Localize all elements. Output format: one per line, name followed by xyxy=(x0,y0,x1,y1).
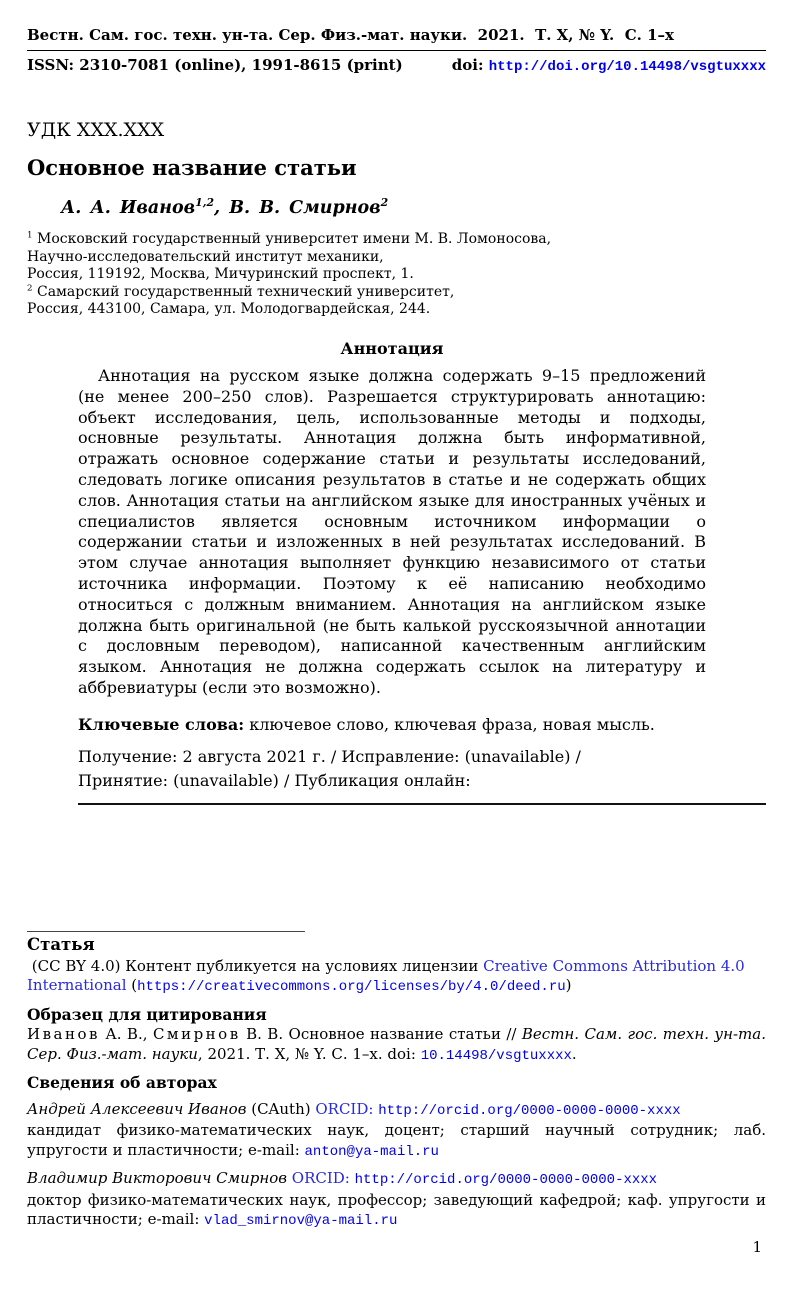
keywords-line xyxy=(78,715,706,734)
citation-doi-link[interactable]: 10.14498/vsgtuxxxx xyxy=(420,1047,572,1064)
citation-title: Основное название статьи // xyxy=(283,1025,522,1043)
udc-code: УДК XXX.XXX xyxy=(27,119,165,141)
abstract-block xyxy=(78,339,706,793)
affiliations-block xyxy=(27,231,766,319)
header-rule xyxy=(27,50,766,51)
author-1-orcid-link[interactable]: http://orcid.org/0000-0000-0000-xxxx xyxy=(378,1102,681,1119)
author-1-affiliation-marks: 1,2 xyxy=(195,196,215,210)
citation-author-1-initials: А. В., xyxy=(99,1025,153,1043)
abstract-text: Аннотация на русском языке должна содержать 9–15 предложений (не менее 200–250 слов). Разрешается структурировать аннотацию: объект исследования, цель, использованные методы и подходы, основные результаты. Аннотация должна быть информативной, отражать основное содержание статьи и результаты исследований, следовать логике описания результатов в статье и не содержать общих слов. Аннотация статьи на английском языке для иностранных учёных и специалистов является основным источником информации о содержании статьи и изложенных в ней результатах исследований. В этом случае аннотация выполняет функцию независимого от статьи источника информации. Поэтому к её написанию необходимо относиться с должным вниманием. Аннотация на английском языке должна быть оригинальной (не быть калькой русскоязычной аннотации с дословным переводом), написанной качественным английским языком. Аннотация не должна содержать ссылок на литературу и аббревиатуры (если это возможно). xyxy=(78,365,706,697)
doi-link[interactable]: http://doi.org/10.14498/vsgtuxxxx xyxy=(488,59,766,75)
citation-heading: Образец для цитирования xyxy=(27,1004,267,1024)
author-2-name: В. В. Смирнов xyxy=(229,198,381,218)
issn-doi-row xyxy=(27,56,766,75)
affiliation-2-line-2: Россия, 443100, Самара, ул. Молодогвардейская, 244. xyxy=(27,301,431,318)
author-1-bio-text: кандидат физико-математических наук, доцент; старший научный сотрудник; лаб. упругости и пластичности; e-mail: xyxy=(27,1121,766,1159)
section-divider-rule xyxy=(78,803,766,805)
license-text: (CC BY 4.0) Контент публикуется на условиях лицензии xyxy=(27,956,484,975)
citation-period: . xyxy=(571,1044,577,1063)
author-2-orcid-label[interactable]: ORCID: xyxy=(291,1169,355,1187)
author-2-affiliation-marks: 2 xyxy=(380,196,389,210)
article-title: Основное название статьи xyxy=(27,155,357,180)
dates-line-1: Получение: 2 августа 2021 г. / Исправление: (unavailable) / xyxy=(78,746,581,766)
dates-line-2: Принятие: (unavailable) / Публикация онлайн: xyxy=(78,770,471,790)
affiliation-1-line-1 xyxy=(27,231,766,249)
footnote-rule xyxy=(27,931,305,932)
citation-text xyxy=(27,1025,766,1066)
affiliation-2-text: Самарский государственный технический университет, xyxy=(32,283,455,300)
affiliation-2-line-1 xyxy=(27,284,766,302)
author-1-name: А. А. Иванов xyxy=(61,198,196,218)
author-1-head-line xyxy=(27,1100,766,1122)
keywords-label: Ключевые слова: xyxy=(78,714,245,734)
citation-journal: Вестн. Сам. гос. техн. ун-та. Сер. Физ.-мат. науки xyxy=(27,1025,766,1063)
author-1-role: (CAuth) xyxy=(246,1099,316,1118)
journal-header-line: Вестн. Сам. гос. техн. ун-та. Сер. Физ.-мат. науки. 2021. Т. X, № Y. С. 1–x xyxy=(27,26,674,44)
citation-author-2-surname: Смирнов xyxy=(152,1025,241,1043)
author-2-bio xyxy=(27,1191,766,1232)
doi-group xyxy=(452,56,766,75)
affiliation-1-marker: 1 xyxy=(27,230,33,241)
authors-line xyxy=(61,198,766,218)
author-1-orcid-label[interactable]: ORCID: xyxy=(315,1099,379,1118)
license-link[interactable]: Creative Commons Attribution 4.0 International xyxy=(27,956,750,994)
author-1-full-name: Андрей Алексеевич Иванов xyxy=(27,1099,247,1118)
citation-author-1-surname: Иванов xyxy=(27,1025,100,1043)
author-1-bio xyxy=(27,1121,766,1162)
citation-author-2-initials: В. В. xyxy=(240,1025,284,1043)
author-1-email-link[interactable]: anton@ya-mail.ru xyxy=(304,1143,439,1160)
dates-block xyxy=(78,745,706,793)
affiliation-1-line-2: Научно-исследовательский институт механики, xyxy=(27,248,384,265)
authors-separator: , xyxy=(214,198,230,218)
author-2-full-name: Владимир Викторович Смирнов xyxy=(27,1169,287,1187)
license-url-link[interactable]: https://creativecommons.org/licenses/by/4.0/deed.ru xyxy=(137,979,566,995)
license-paren-open: ( xyxy=(126,976,138,994)
affiliation-2-marker: 2 xyxy=(27,283,33,294)
affiliation-1-line-3: Россия, 119192, Москва, Мичуринский проспект, 1. xyxy=(27,266,414,283)
citation-tail: , 2021. Т. X, № Y. С. 1–x. doi: xyxy=(197,1044,421,1063)
author-info-entry xyxy=(27,1169,766,1232)
issn-text: ISSN: 2310-7081 (online), 1991-8615 (print) xyxy=(27,56,403,74)
doi-label: doi: xyxy=(451,56,489,74)
page-number: 1 xyxy=(752,1238,762,1256)
author-info-entry xyxy=(27,1100,766,1163)
article-type-label: Статья xyxy=(27,935,95,954)
authors-info-heading: Сведения об авторах xyxy=(27,1073,217,1092)
license-paragraph xyxy=(27,957,766,998)
footer-block xyxy=(27,931,766,1232)
author-2-bio-text: доктор физико-математических наук, профессор; заведующий кафедрой; каф. упругости и пластичности; e-mail: xyxy=(27,1190,766,1228)
keywords-text: ключевое слово, ключевая фраза, новая мысль. xyxy=(244,714,655,734)
author-2-orcid-link[interactable]: http://orcid.org/0000-0000-0000-xxxx xyxy=(354,1172,658,1188)
license-paren-close: ) xyxy=(565,976,572,994)
author-2-email-link[interactable]: vlad_smirnov@ya-mail.ru xyxy=(204,1213,398,1229)
abstract-heading: Аннотация xyxy=(340,338,444,358)
author-2-head-line xyxy=(27,1169,766,1191)
affiliation-1-text: Московский государственный университет имени М. В. Ломоносова, xyxy=(32,231,552,247)
